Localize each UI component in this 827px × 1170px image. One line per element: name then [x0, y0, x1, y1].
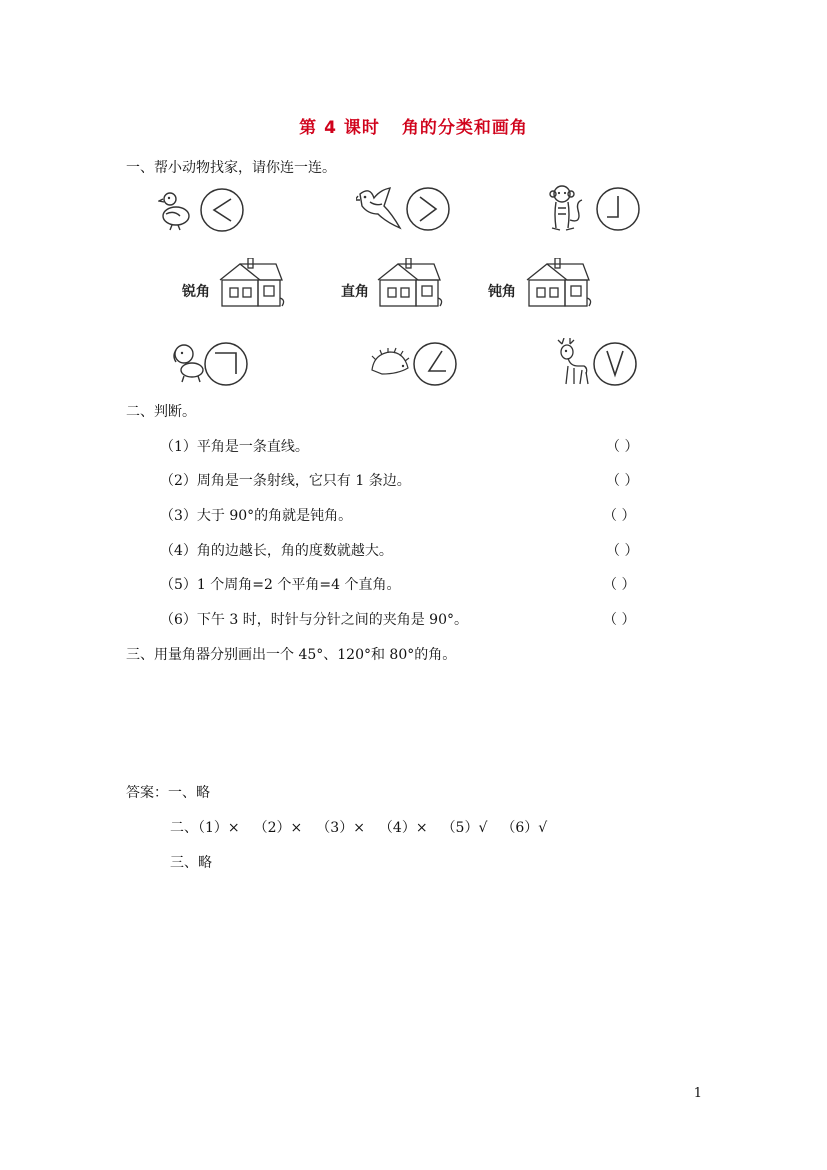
- answer-item: （4）×: [378, 820, 428, 836]
- section2-heading: 二、判断。: [126, 404, 196, 420]
- house-label-acute: 锐角: [182, 284, 210, 300]
- monkey-right-angle-icon: [548, 184, 643, 236]
- judgement-item-1: （1）平角是一条直线。: [160, 439, 309, 455]
- lesson-topic: 角的分类和画角: [401, 118, 528, 138]
- page-number: 1: [693, 1086, 702, 1101]
- answer-blank-3[interactable]: （ ）: [603, 508, 636, 524]
- answers-line-2: [170, 817, 561, 837]
- answer-item: （2）×: [253, 820, 303, 836]
- answer-item: 二、（1）×: [170, 820, 240, 836]
- bird-obtuse-angle-icon: [356, 184, 451, 234]
- house-label-right: 直角: [341, 284, 369, 300]
- house-icon: [216, 258, 286, 310]
- hedgehog-acute-angle-icon: [368, 340, 458, 388]
- answer-blank-4[interactable]: （ ）: [606, 543, 639, 559]
- duck-acute-angle-icon: [158, 186, 248, 234]
- answer-item: （5）√: [441, 820, 488, 836]
- answer-blank-6[interactable]: （ ）: [603, 612, 636, 628]
- judgement-item-4: （4）角的边越长，角的度数就越大。: [160, 543, 393, 559]
- answer-blank-2[interactable]: （ ）: [606, 473, 639, 489]
- answers-line-3: 三、略: [170, 855, 212, 871]
- judgement-item-6: （6）下午 3 时，时针与分针之间的夹角是 90°。: [160, 612, 468, 628]
- house-icon: [374, 258, 444, 310]
- answer-blank-5[interactable]: （ ）: [603, 577, 636, 593]
- judgement-item-3: （3）大于 90°的角就是钝角。: [160, 508, 353, 524]
- lesson-number: 第 4 课时: [299, 118, 380, 138]
- answer-item: （3）×: [316, 820, 365, 836]
- answers-line-1: 答案：一、略: [126, 785, 210, 801]
- section1-heading: 一、帮小动物找家，请你连一连。: [126, 160, 336, 176]
- deer-acute-angle-icon: [554, 338, 644, 390]
- section3-heading: 三、用量角器分别画出一个 45°、120°和 80°的角。: [126, 647, 457, 663]
- dog-right-angle-icon: [170, 340, 255, 388]
- judgement-item-5: （5）1 个周角=2 个平角=4 个直角。: [160, 577, 401, 593]
- house-label-obtuse: 钝角: [488, 284, 516, 300]
- judgement-item-2: （2）周角是一条射线，它只有 1 条边。: [160, 473, 411, 489]
- page-title: [0, 113, 827, 138]
- answer-blank-1[interactable]: （ ）: [606, 439, 639, 455]
- answer-item: （6）√: [501, 820, 548, 836]
- house-icon: [523, 258, 593, 310]
